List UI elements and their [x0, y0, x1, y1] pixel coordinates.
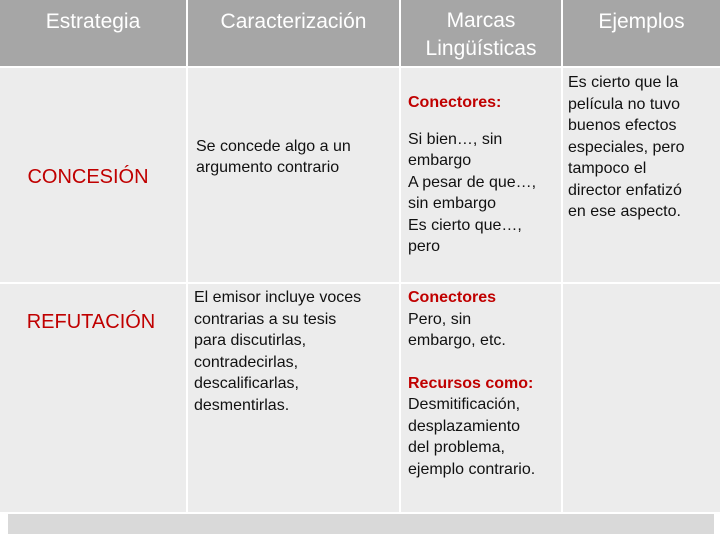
connectors-label: Conectores:	[408, 94, 502, 111]
marker-line: Pero, sin	[408, 310, 472, 328]
resources-label: Recursos como:	[408, 374, 534, 392]
header-linguistic-markers	[401, 0, 561, 66]
example-line: buenos efectos	[568, 117, 677, 134]
strategy-refutacion: REFUTACIÓN	[0, 284, 186, 512]
resource-line: desplazamiento	[408, 417, 521, 435]
marker-line: pero	[408, 238, 441, 255]
resource-line: ejemplo contrario.	[408, 460, 536, 478]
marker-line: embargo, etc.	[408, 332, 506, 349]
header-strategy: Estrategia	[0, 0, 186, 66]
example-refutacion	[563, 284, 720, 512]
example-concesion	[563, 68, 720, 282]
connectors-label: Conectores	[408, 289, 497, 306]
characterization-line: para discutirlas,	[194, 332, 307, 349]
marker-line: Si bien…, sin	[408, 130, 503, 148]
header-markers-line2: Lingüísticas	[425, 37, 537, 60]
markers-refutacion	[401, 284, 561, 512]
header-examples: Ejemplos	[563, 0, 720, 66]
characterization-line: descalificarlas,	[194, 375, 299, 392]
characterization-concesion: Se concede algo a un argumento contrario	[188, 68, 399, 282]
markers-concesion	[401, 68, 561, 282]
characterization-line: desmentirlas.	[194, 396, 290, 414]
example-line: Es cierto que la	[568, 74, 679, 91]
marker-line: embargo	[408, 152, 472, 169]
resource-line: del problema,	[408, 439, 505, 456]
characterization-line: El emisor incluye voces	[194, 289, 362, 306]
characterization-line: contrarias a su tesis	[194, 310, 337, 328]
example-line: tampoco el	[568, 160, 647, 177]
strategy-concesion: CONCESIÓN	[0, 68, 186, 282]
characterization-refutacion	[188, 284, 399, 512]
bottom-shadow-bar	[8, 514, 714, 534]
example-line: director enfatizó	[568, 181, 682, 199]
marker-line: Es cierto que…,	[408, 216, 522, 234]
header-markers-line1: Marcas	[446, 9, 516, 32]
resource-line: Desmitificación,	[408, 396, 521, 413]
marker-line: A pesar de que…,	[408, 173, 537, 191]
example-line: especiales, pero	[568, 138, 685, 156]
example-line: película no tuvo	[568, 95, 681, 113]
example-line: en ese aspecto.	[568, 203, 681, 220]
characterization-line: contradecirlas,	[194, 353, 299, 371]
marker-line: sin embargo	[408, 195, 497, 212]
header-characterization: Caracterización	[188, 0, 399, 66]
